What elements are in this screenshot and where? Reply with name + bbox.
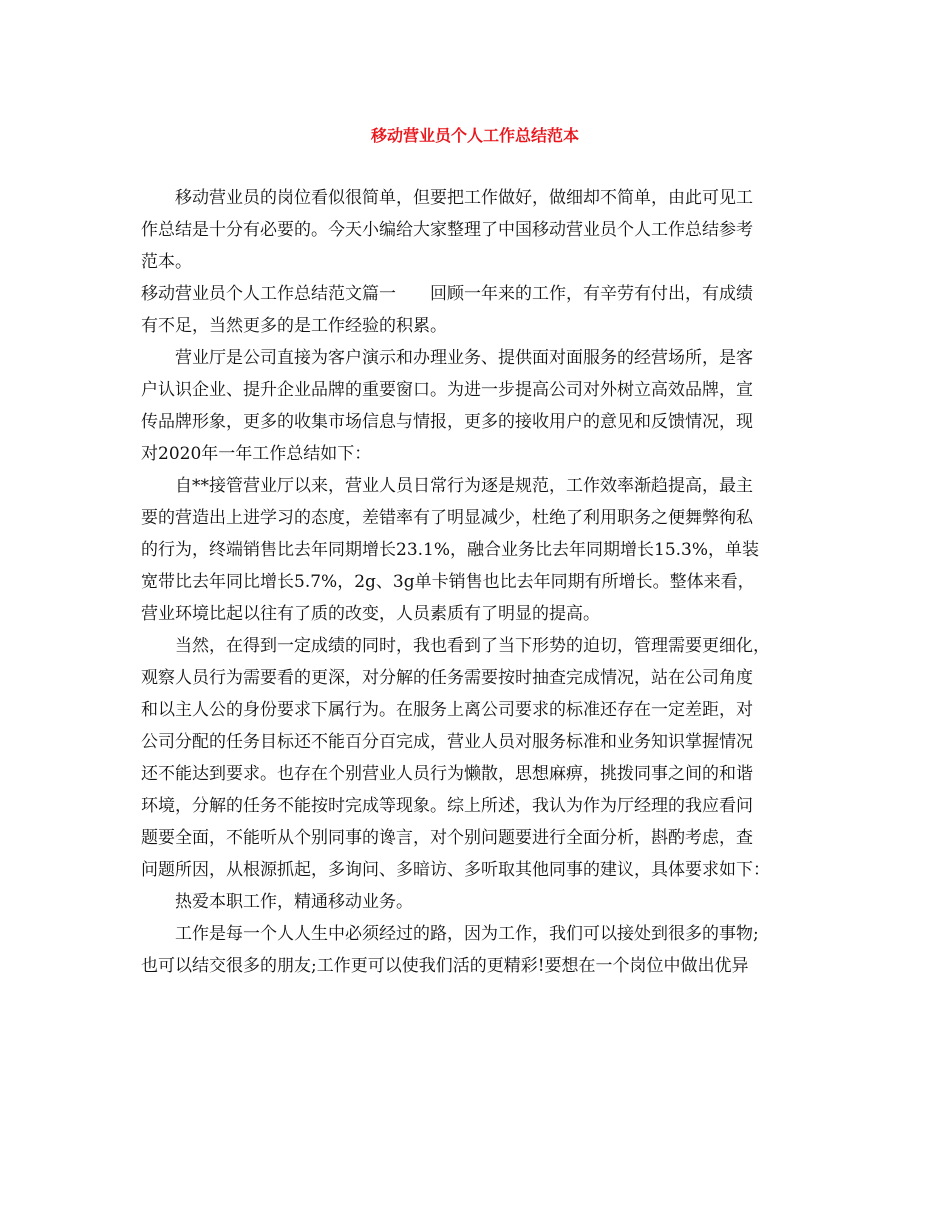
document-body — [141, 182, 813, 982]
text-line: 范本。 — [141, 252, 192, 272]
document-title: 移动营业员个人工作总结范本 — [370, 126, 579, 145]
text-line: 观察人员行为需要看的更深，对分解的任务需要按时抽查完成情况，站在公司角度 — [141, 668, 753, 688]
text-line: 还不能达到要求。也存在个别营业人员行为懒散，思想麻痹，挑拨同事之间的和谐 — [141, 764, 753, 784]
text-line: 自**接管营业厅以来，营业人员日常行为逐是规范，工作效率渐趋提高，最主 — [175, 476, 753, 496]
text-line: 问题所因，从根源抓起，多询问、多暗访、多听取其他同事的建议，具体要求如下： — [141, 860, 770, 880]
text-line: 移动营业员个人工作总结范文篇一 回顾一年来的工作，有辛劳有付出，有成绩 — [141, 284, 753, 304]
text-line: 的行为，终端销售比去年同期增长23.1%，融合业务比去年同期增长15.3%，单装 — [141, 540, 760, 560]
text-line: 要的营造出上进学习的态度，差错率有了明显减少，杜绝了利用职务之便舞弊徇私 — [141, 508, 753, 528]
text-line: 当然，在得到一定成绩的同时，我也看到了当下形势的迫切，管理需要更细化， — [175, 636, 770, 656]
text-line: 热爱本职工作，精通移动业务。 — [175, 892, 413, 912]
text-line: 营业环境比起以往有了质的改变，人员素质有了明显的提高。 — [141, 604, 600, 624]
text-line: 题要全面，不能听从个别同事的谗言，对个别问题要进行全面分析，斟酌考虑，查 — [141, 828, 753, 848]
text-line: 移动营业员的岗位看似很简单，但要把工作做好，做细却不简单，由此可见工 — [175, 188, 753, 208]
text-line: 户认识企业、提升企业品牌的重要窗口。为进一步提高公司对外树立高效品牌，宣 — [141, 380, 753, 400]
text-line: 环境，分解的任务不能按时完成等现象。综上所述，我认为作为厅经理的我应看问 — [141, 796, 753, 816]
text-line: 也可以结交很多的朋友;工作更可以使我们活的更精彩!要想在一个岗位中做出优异 — [141, 956, 749, 976]
text-line: 营业厅是公司直接为客户演示和办理业务、提供面对面服务的经营场所，是客 — [175, 348, 753, 368]
text-line: 对2020年一年工作总结如下： — [141, 444, 372, 464]
text-line: 有不足，当然更多的是工作经验的积累。 — [141, 316, 447, 336]
text-line: 和以主人公的身份要求下属行为。在服务上离公司要求的标准还存在一定差距，对 — [141, 700, 753, 720]
text-line: 公司分配的任务目标还不能百分百完成，营业人员对服务标准和业务知识掌握情况 — [141, 732, 753, 752]
text-line: 工作是每一个人人生中必须经过的路，因为工作，我们可以接处到很多的事物; — [175, 924, 759, 944]
text-line: 宽带比去年同比增长5.7%，2g、3g单卡销售也比去年同期有所增长。整体来看， — [141, 572, 755, 592]
text-line: 作总结是十分有必要的。今天小编给大家整理了中国移动营业员个人工作总结参考 — [141, 220, 753, 240]
text-line: 传品牌形象，更多的收集市场信息与情报，更多的接收用户的意见和反馈情况，现 — [141, 412, 753, 432]
